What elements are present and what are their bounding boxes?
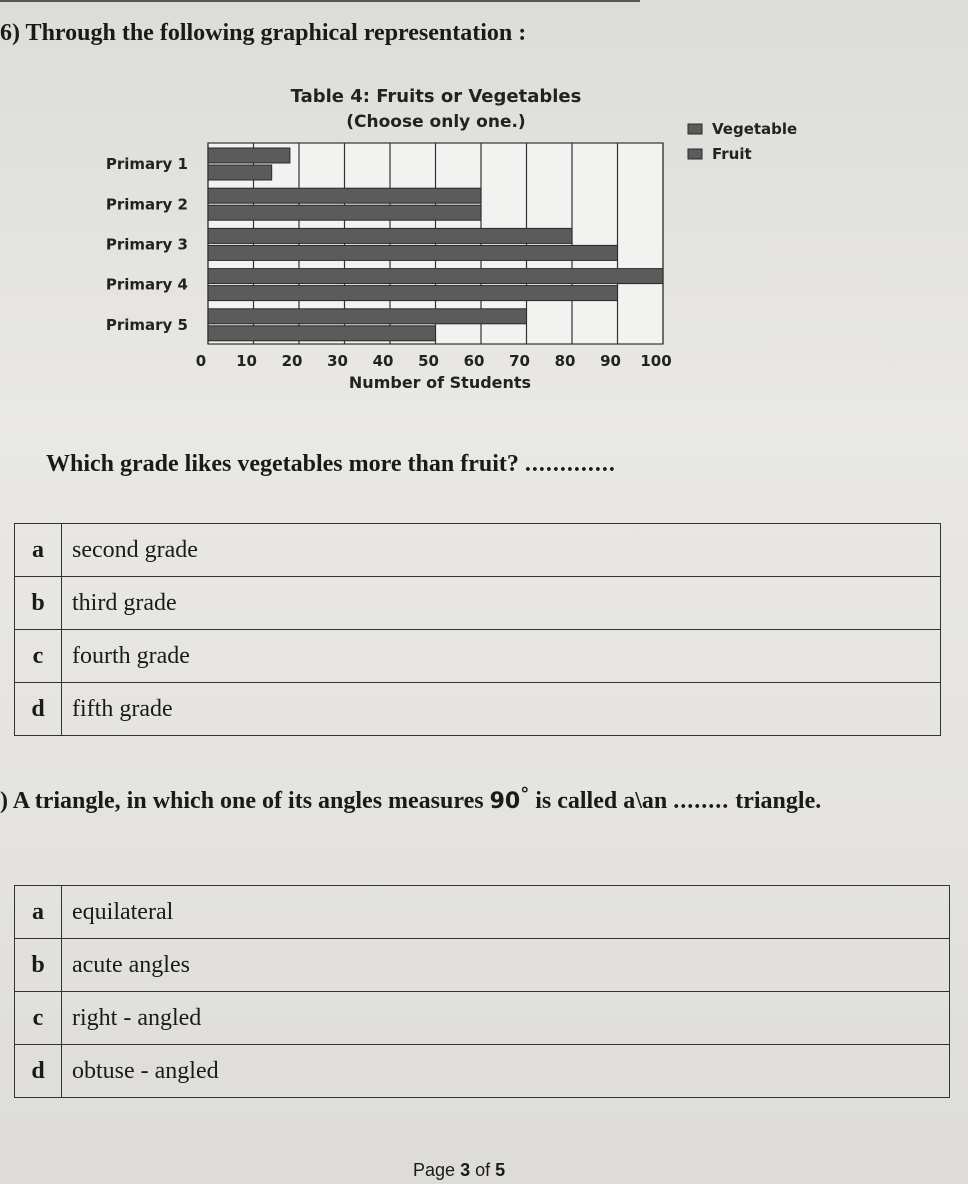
legend-label: Vegetable — [712, 120, 798, 138]
x-tick-label: 0 — [195, 352, 207, 370]
option-letter: a — [15, 524, 62, 577]
option-text: fourth grade — [62, 630, 941, 683]
question-7-prompt — [0, 784, 822, 815]
option-letter: d — [15, 1045, 62, 1098]
legend-swatch — [688, 124, 702, 134]
category-label: Primary 2 — [105, 195, 188, 214]
bar-fruit-primary-3 — [208, 245, 618, 260]
question-7-text-after: is called a\an — [535, 788, 668, 814]
bar-chart — [0, 70, 860, 400]
question-7-number-fragment: ) — [0, 788, 8, 814]
category-label: Primary 5 — [105, 315, 188, 334]
x-tick-label: 30 — [327, 352, 348, 370]
bar-vegetable-primary-2 — [208, 188, 481, 203]
x-tick-label: 70 — [509, 352, 530, 370]
option-text: third grade — [62, 577, 941, 630]
top-divider — [0, 0, 640, 2]
option-text: equilateral — [62, 886, 950, 939]
option-row[interactable] — [15, 886, 950, 939]
option-row[interactable] — [15, 577, 941, 630]
x-tick-label: 10 — [236, 352, 257, 370]
bar-vegetable-primary-5 — [208, 309, 527, 324]
option-text: right - angled — [62, 992, 950, 1045]
legend-swatch — [688, 149, 702, 159]
option-letter: d — [15, 683, 62, 736]
option-row[interactable] — [15, 1045, 950, 1098]
option-text: second grade — [62, 524, 941, 577]
x-tick-label: 60 — [463, 352, 485, 370]
bar-fruit-primary-1 — [208, 165, 272, 180]
bar-fruit-primary-2 — [208, 205, 481, 220]
question-7-text-before: A triangle, in which one of its angles measures — [12, 788, 484, 814]
degree-symbol: ° — [520, 784, 530, 805]
question-6-title: 6) Through the following graphical representation : — [0, 20, 527, 46]
category-label: Primary 4 — [105, 275, 188, 294]
option-letter: b — [15, 577, 62, 630]
answer-blank: ............. — [524, 451, 616, 477]
x-tick-label: 40 — [372, 352, 394, 370]
question-7-options — [14, 885, 950, 1098]
option-row[interactable] — [15, 683, 941, 736]
option-row[interactable] — [15, 524, 941, 577]
bar-vegetable-primary-1 — [208, 148, 290, 163]
x-tick-label: 90 — [600, 352, 621, 370]
chart-subtitle: (Choose only one.) — [346, 112, 526, 132]
page-total: 5 — [495, 1160, 506, 1180]
bar-vegetable-primary-4 — [208, 269, 663, 284]
option-row[interactable] — [15, 630, 941, 683]
page-footer — [413, 1160, 505, 1181]
option-text: fifth grade — [62, 683, 941, 736]
angle-value: 90 — [489, 789, 521, 814]
chart-title: Table 4: Fruits or Vegetables — [290, 86, 582, 107]
x-tick-label: 80 — [554, 352, 576, 370]
x-tick-label: 20 — [281, 352, 303, 370]
option-letter: b — [15, 939, 62, 992]
question-6-options — [14, 523, 941, 736]
question-7-text-end: triangle. — [735, 788, 822, 814]
option-letter: c — [15, 992, 62, 1045]
page-of: of — [475, 1160, 491, 1180]
x-axis-title: Number of Students — [348, 373, 532, 392]
answer-blank: ........ — [673, 788, 730, 814]
option-row[interactable] — [15, 939, 950, 992]
option-letter: c — [15, 630, 62, 683]
option-row[interactable] — [15, 992, 950, 1045]
bar-vegetable-primary-3 — [208, 228, 572, 243]
bar-fruit-primary-5 — [208, 326, 436, 341]
category-label: Primary 3 — [105, 235, 188, 254]
bar-fruit-primary-4 — [208, 286, 618, 301]
option-text: obtuse - angled — [62, 1045, 950, 1098]
question-6-prompt — [46, 451, 616, 478]
page-label: Page — [413, 1160, 456, 1180]
legend-label: Fruit — [712, 145, 752, 163]
page-current: 3 — [460, 1160, 471, 1180]
option-text: acute angles — [62, 939, 950, 992]
option-letter: a — [15, 886, 62, 939]
x-tick-label: 50 — [418, 352, 439, 370]
category-label: Primary 1 — [105, 155, 188, 174]
question-6-text: Which grade likes vegetables more than fruit? — [46, 451, 519, 477]
angle-measure — [489, 784, 530, 814]
x-tick-label: 100 — [640, 352, 672, 370]
